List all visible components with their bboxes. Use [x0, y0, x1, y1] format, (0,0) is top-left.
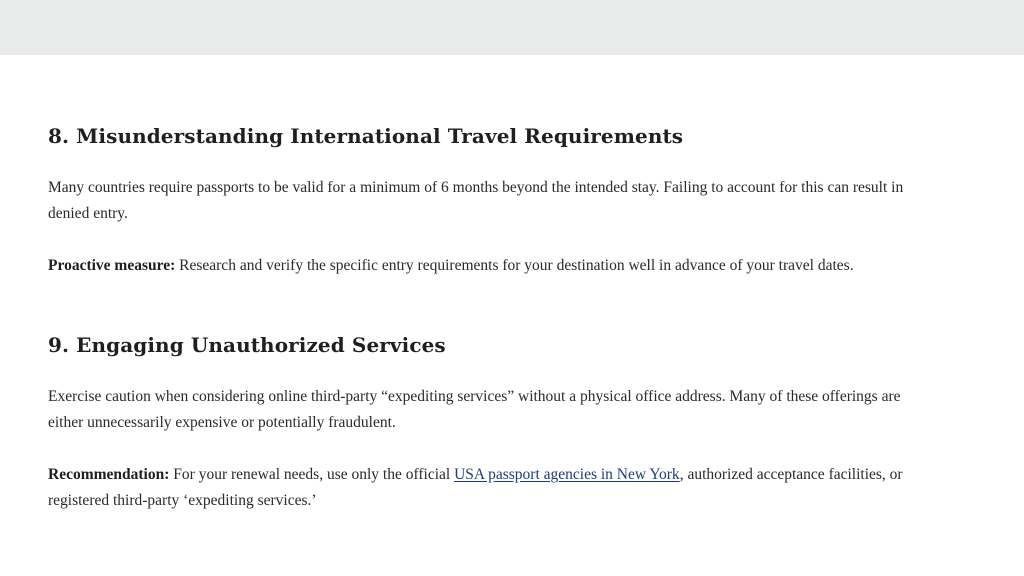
passport-agencies-link[interactable]: USA passport agencies in New York — [454, 466, 680, 483]
section-heading: 9. Engaging Unauthorized Services — [48, 333, 446, 357]
recommendation-text-after: , authorized acceptance facilities, or registered third-party ‘expediting services.’ — [48, 466, 903, 509]
top-banner — [0, 0, 1024, 55]
section-paragraph: Many countries require passports to be valid for a minimum of 6 months beyond the intended stay. Failing to account for this can result in denied entry. — [48, 179, 904, 222]
proactive-measure-text: Research and verify the specific entry requirements for your destination well in advance of your travel dates. — [175, 257, 854, 274]
proactive-measure-label: Proactive measure: — [48, 257, 176, 274]
section-paragraph: Exercise caution when considering online third-party “expediting services” without a physical office address. Many of these offerings are either unnecessarily expensive or potentially fraudulent. — [48, 388, 901, 431]
recommendation-text-before: For your renewal needs, use only the official — [169, 466, 455, 483]
section-heading: 8. Misunderstanding International Travel Requirements — [48, 124, 684, 148]
proactive-measure-paragraph — [48, 253, 928, 279]
article-content — [48, 120, 928, 514]
recommendation-paragraph — [48, 462, 928, 514]
recommendation-label: Recommendation: — [48, 466, 170, 483]
